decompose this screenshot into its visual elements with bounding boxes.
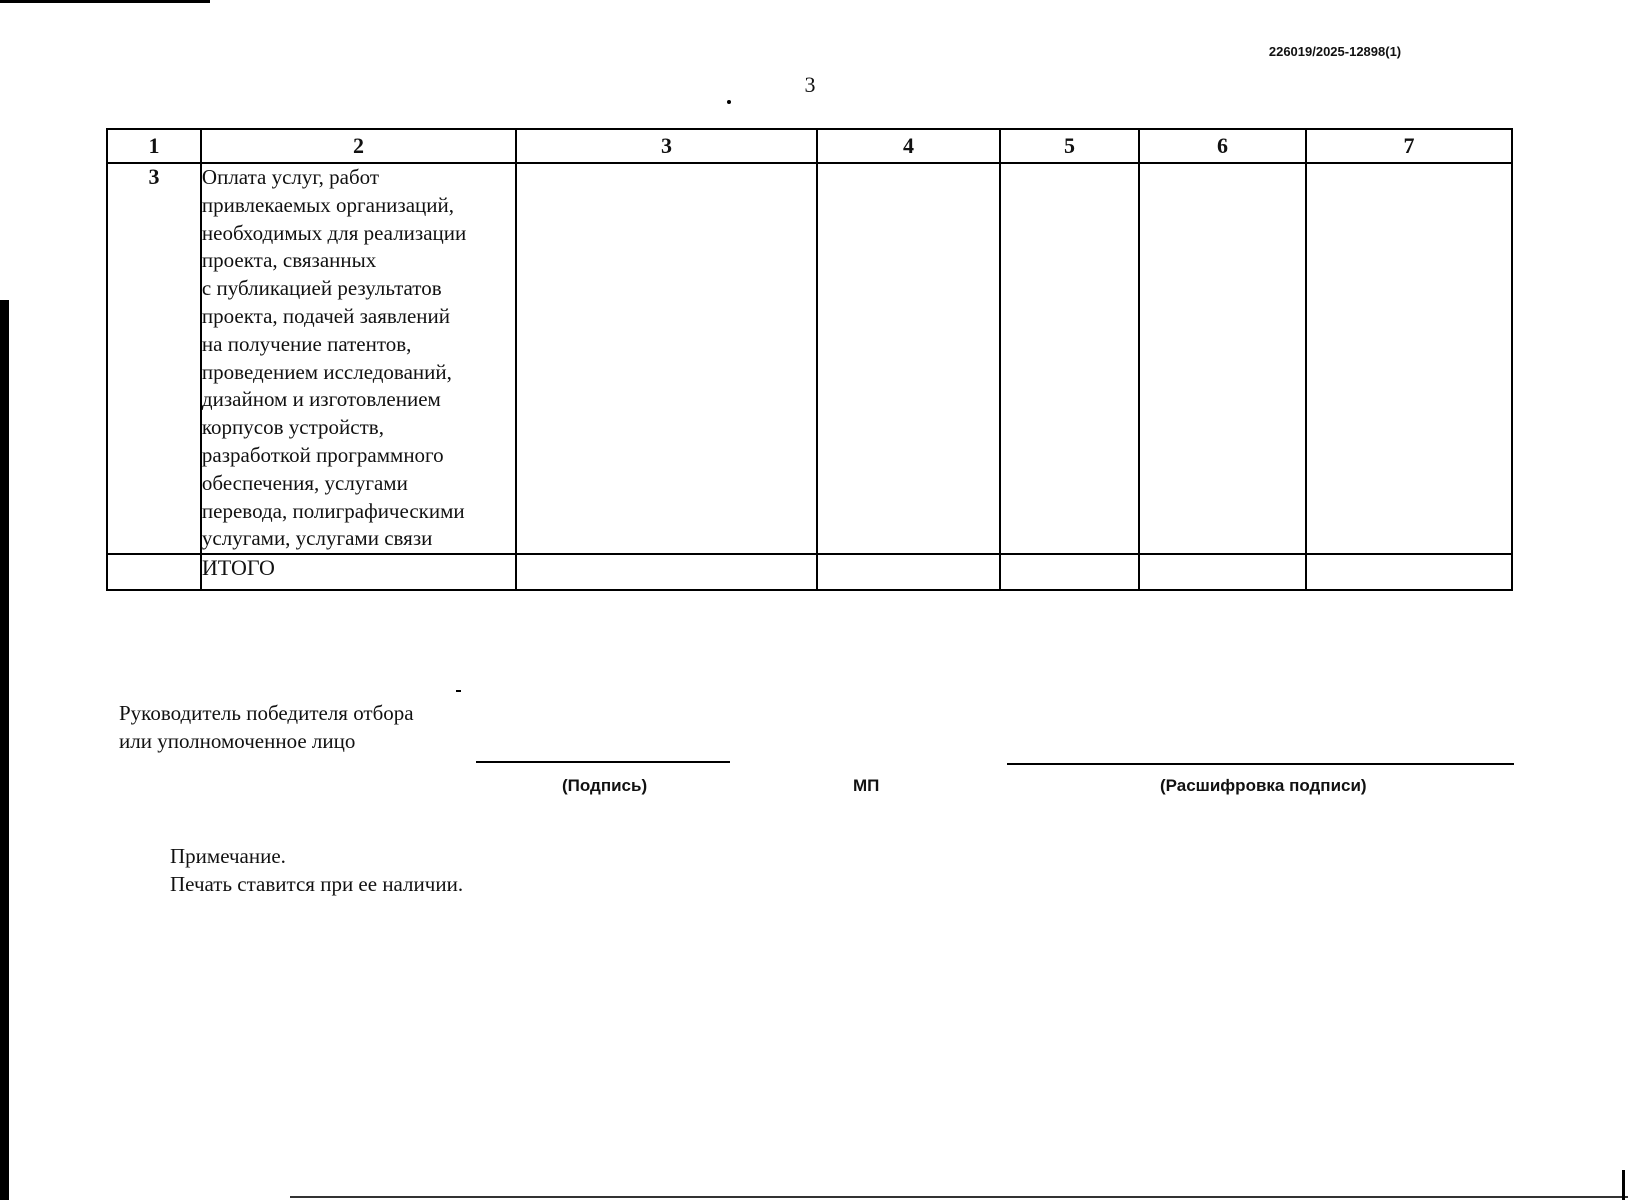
table-cell [107,554,201,590]
table-cell [1000,163,1139,554]
scan-edge-right [1622,1170,1625,1200]
scan-mark [456,690,461,692]
table-cell [1306,163,1512,554]
table-cell [1306,554,1512,590]
description-line: привлекаемых организаций, [201,192,455,217]
row-description [201,163,516,554]
signer-title [119,699,414,755]
signer-line: Руководитель победителя отбора [119,701,414,725]
description-line: на получение патентов, [201,331,412,356]
scan-dot [727,100,731,104]
total-row [107,554,1512,590]
stamp-caption: МП [853,776,880,795]
column-header: 3 [516,129,817,163]
table-cell [516,554,817,590]
total-label: ИТОГО [201,554,516,590]
column-header: 1 [107,129,201,163]
signature-line [476,761,730,763]
column-header: 5 [1000,129,1139,163]
note [170,842,463,898]
signature-caption: (Подпись) [562,776,648,795]
description-line: разработкой программного [201,442,444,467]
scan-edge-left [0,300,9,1200]
column-header: 6 [1139,129,1306,163]
table-header-row [107,129,1512,163]
description-line: проведением исследований, [201,359,452,384]
description-line: проекта, связанных [201,248,377,273]
description-line: услугами, услугами связи [201,526,433,551]
column-header: 7 [1306,129,1512,163]
description-line: перевода, полиграфическими [201,498,465,523]
scan-edge-top [0,0,210,3]
description-line: Оплата услуг, работ [201,165,380,189]
signature-decode-caption: (Расшифровка подписи) [1160,776,1367,795]
table-cell [817,554,1000,590]
table-cell [1000,554,1139,590]
signer-line: или уполномоченное лицо [119,729,356,753]
cost-table [106,128,1513,591]
table-cell [516,163,817,554]
table-cell [1139,554,1306,590]
page-number: 3 [804,72,816,97]
description-line: с публикацией результатов [201,276,442,301]
description-line: необходимых для реализации [201,220,467,245]
document-id: 226019/2025-12898(1) [1268,44,1402,59]
table-cell [817,163,1000,554]
table-row [107,163,1512,554]
note-title: Примечание. [170,844,286,868]
description-line: корпусов устройств, [201,415,384,440]
description-line: обеспечения, услугами [201,470,408,495]
description-line: проекта, подачей заявлений [201,303,451,328]
column-header: 2 [201,129,516,163]
note-text: Печать ставится при ее наличии. [170,872,464,896]
column-header: 4 [817,129,1000,163]
row-number: 3 [107,163,201,554]
scan-edge-bottom [290,1196,1628,1198]
table-cell [1139,163,1306,554]
signature-decode-line [1007,763,1514,765]
description-line: дизайном и изготовлением [201,387,441,412]
